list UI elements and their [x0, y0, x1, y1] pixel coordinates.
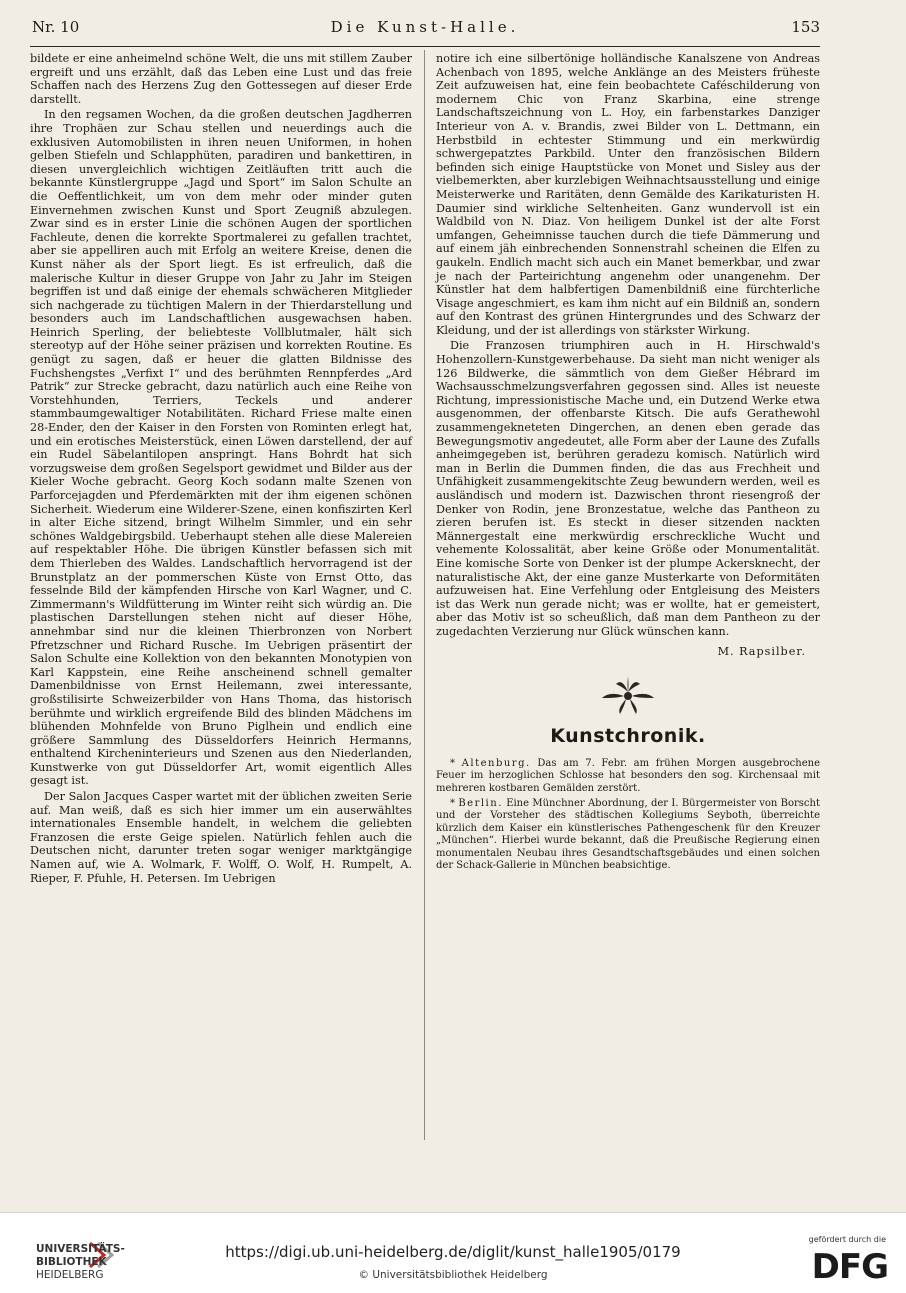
right-paragraph: notire ich eine silbertönige holländische Kanalszene von Andreas Achenbach von 1895, welche Anklänge an des Meisters früheste Zeit aufzuweisen hat, eine fein beobachtete Caféschilderung von modernem Chic von Franz Skarbina, eine strenge Landschaftszeichnung von L. Hoy, ein farbenstarkes Danziger Interieur von A. v. Brandis, zwei Bilder von L. Dettmann, ein Herbstbild in echtester Stimmung und ein merkwürdig schwergepatztes Parkbild. Unter den französischen Bildern befinden sich einige Hauptstücke von Monet und Sisley aus der vielbemerkten, aber kurzlebigen Weihnachtsausstellung und einige Meisterwerke und Raritäten, denn Gemälde des Karikaturisten H. Daumier sind wirkliche Seltenheiten. Ganz wundervoll ist ein Waldbild von N. Diaz. Von heiligem Dunkel ist der alte Forst umfangen, Geheimnisse tauchen durch die tiefe Dämmerung und auf einem jäh einbrechenden Sonnenstrahl scheinen die Elfen zu gaukeln. Endlich macht sich auch ein Manet bemerkbar, und zwar je nach der Parteirichtung angenehm oder unangenehm. Der Künstler hat dem halbfertigen Damenbildniß eine fürchterliche Visage angeschmiert, es kam ihm nicht auf ein Bildniß an, sondern auf den Kontrast des grünen Hintergrundes und des Schwarz der Kleidung, und der ist allerdings von stärkster Wirkung.: [436, 52, 820, 337]
left-column: [30, 52, 412, 887]
issue-number: Nr. 10: [32, 18, 80, 36]
section-heading: Kunstchronik.: [550, 725, 706, 748]
chronicle-text: Eine Münchner Abordnung, der I. Bürgermeister von Borscht und der Vorsteher des städtischen Kollegiums Seyboth, überreichte kürzlich dem Kaiser ein künstlerisches Pathengeschenk für den Kreuzer „München“. Hierbei wurde bekannt, daß die Preußische Regierung einen monumentalen Neubau ihres Gesandtschaftsgebäudes und einen solchen der Schack-Gallerie in München beabsichtige.: [436, 797, 820, 872]
chronicle-place: Altenburg.: [461, 757, 531, 769]
page-header: [30, 14, 820, 44]
author-signature: M. Rapsilber.: [717, 644, 806, 658]
left-paragraph: bildete er eine anheimelnd schöne Welt, die uns mit stillem Zauber ergreift und uns erzählt, daß das Leben eine Lust und das freie Schaffen nach des Herzens Zug den Gottessegen auf dieser Erde darstellt.: [30, 52, 412, 106]
university-line: BIBLIOTHEK: [36, 1256, 107, 1268]
page-number: 153: [791, 18, 820, 36]
chronicle-place: Berlin.: [458, 797, 503, 809]
copyright-notice: © Universitätsbibliothek Heidelberg: [358, 1269, 548, 1281]
funding-label: gefördert durch die: [808, 1235, 886, 1244]
journal-title: Die Kunst-Halle.: [330, 18, 520, 36]
dfg-logo[interactable]: DFG: [811, 1247, 888, 1287]
right-column: [436, 52, 820, 875]
left-paragraph: In den regsamen Wochen, da die großen deutschen Jagdherren ihre Trophäen zur Schau stellen und neuerdings auch die exklusiven Automobilisten in ihren neuen Uniformen, in hohen gelben Stiefeln und Schlapphüten, paradiren und bankettiren, in diesen unvergleichlich wichtigen Zeitläuften tritt auch die bekannte Künstlergruppe „Jagd und Sport“ im Salon Schulte an die Oeffentlichkeit, um von dem mehr oder minder guten Einvernehmen zwischen Kunst und Sport Zeugniß abzulegen. Zwar sind es in erster Linie die schönen Augen der sportlichen Fachleute, denen die korrekte Sportmalerei zu gefallen trachtet, aber sie appelliren auch mit Erfolg an weitere Kreise, denen die Kunst näher als der Sport liegt. Es ist erfreulich, daß die malerische Kultur in dieser Gruppe von Jahr zu Jahr im Steigen begriffen ist und daß einige der ehemals schwächeren Mitglieder sich nachgerade zu tüchtigen Malern in der Thierdarstellung und besonders auch im Landschaftlichen ausgewachsen haben. Heinrich Sperling, der beliebteste Vollblutmaler, hält sich stereotyp auf der Höhe seiner präzisen und korrekten Routine. Es genügt zu sagen, daß er heuer die glatten Bildnisse des Fuchshengstes „Verfixt I“ und des berühmten Rennpferdes „Ard Patrik“ zur Strecke gebracht, dazu natürlich auch eine Reihe von Vorstehhunden, Terriers, Teckels und anderer stammbaumgewaltiger Notabilitäten. Richard Friese malte einen 28-Ender, den der Kaiser in den Forsten von Rominten erlegt hat, und ein erotisches Meisterstück, einen Löwen darstellend, der auf ein Rudel Säbelantilopen anspringt. Hans Bohrdt hat sich vorzugsweise dem großen Segelsport gewidmet und Bilder aus der Kieler Woche gebracht. Georg Koch sodann malte Szenen von Parforcejagden und Pferdemärkten mit der ihm eigenen schönen Sicherheit. Wiederum eine Wilderer-Szene, einen konfiszirten Kerl in alter Eiche sitzend, bringt Wilhelm Simmler, und ein sehr schönes Waldgebirgsbild. Ueberhaupt stehen alle diese Malereien auf respektabler Höhe. Die übrigen Künstler befassen sich mit dem Thierleben des Waldes. Landschaftlich hervorragend ist der Brunstplatz an der pommerschen Küste von Ernst Otto, das fesselnde Bild der kämpfenden Hirsche von Karl Wagner, und C. Zimmermann's Wildfütterung im Winter reiht sich würdig an. Die plastischen Darstellungen stehen nicht auf dieser Höhe, annehmbar sind nur die kleinen Thierbronzen von Norbert Pfretzschner und Richard Rusche. Im Uebrigen präsentirt der Salon Schulte eine Kollektion von den bekannten Monotypien von Karl Kappstein, eine Reihe anscheinend schnell gemalter Damenbildnisse von Ernst Heilemann, zwei interessante, großstilisirte Schweizerbilder von Hans Thoma, das historisch berühmte und wirklich ergreifende Bild des blinden Mädchens im blühenden Mohnfelde von Bruno Piglhein und endlich eine größere Sammlung des Düsseldorfers Heinrich Hermanns, enthaltend Kircheninterieurs und Szenen aus den Niederlanden, Kunstwerke von gut Düsseldorfer Art, womit eigentlich Alles gesagt ist.: [30, 108, 412, 788]
permalink-url[interactable]: https://digi.ub.uni-heidelberg.de/diglit/kunst_halle1905/0179: [225, 1243, 681, 1261]
chronicle-entry: * Berlin. Eine Münchner Abordnung, der I. Bürgermeister von Borscht und der Vorsteher des städtischen Kollegiums Seyboth, überreichte kürzlich dem Kaiser ein künstlerisches Pathengeschenk für den Kreuzer „München“. Hierbei wurde bekannt, daß die Preußische Regierung einen monumentalen Neubau ihres Gesandtschaftsgebäudes und einen solchen der Schack-Gallerie in München beabsichtige.: [436, 797, 820, 872]
right-paragraph: Die Franzosen triumphiren auch in H. Hirschwald's Hohenzollern-Kunstgewerbehause. Da sieht man nicht weniger als 126 Bildwerke, die sämmtlich von dem Gießer Hébrard im Wachsausschmelzungsverfahren gegossen sind. Alles ist neueste Richtung, impressionistische Mache und, ein Dutzend Werke etwa ausgenommen, der offenbarste Kitsch. Die aufs Gerathewohl zusammengekneteten Dingerchen, an denen eben gerade das Bewegungsmotiv angedeutet, alle Form aber der Laune des Zufalls anheimgegeben ist, berühren geradezu komisch. Natürlich wird man in Berlin die Dummen finden, die das aus Frechheit und Unfähigkeit zusammengekitschte Zeug bewundern werden, weil es ausländisch und modern ist. Dazwischen thront riesengroß der Denker von Rodin, jene Bronzestatue, welche das Pantheon zu zieren berufen ist. Es steckt in dieser sitzenden nackten Männergestalt eine merkwürdig erschreckliche Wucht und vehemente Kolossalität, aber keine Größe oder Monumentalität. Eine komische Sorte von Denker ist der plumpe Ackersknecht, der naturalistische Akt, der eine ganze Musterkarte von Deformitäten aufzuweisen hat. Eine Verfehlung oder Entgleisung des Meisters ist das Werk nun gerade nicht; was er wollte, hat er gemeistert, aber das Motiv ist so scheußlich, daß man dem Pantheon zu der zugedachten Verzierung nur Glück wünschen kann.: [436, 339, 820, 638]
column-divider: [424, 50, 425, 1140]
floral-ornament-icon: [436, 676, 820, 716]
header-rule: [30, 46, 820, 47]
university-line: UNIVERSITÄTS-: [36, 1243, 125, 1255]
viewer-footer: [0, 1212, 906, 1293]
university-line: HEIDELBERG: [36, 1269, 104, 1281]
chronicle-entry: * Altenburg. Das am 7. Febr. am frühen Morgen ausgebrochene Feuer im herzoglichen Schlosse hat besonders den sog. Kirchensaal mit mehreren kostbaren Gemälden zerstört.: [436, 757, 820, 794]
chronicle-text: Das am 7. Febr. am frühen Morgen ausgebrochene Feuer im herzoglichen Schlosse hat besonders den sog. Kirchensaal mit mehreren kostbaren Gemälden zerstört.: [436, 757, 820, 794]
left-paragraph: Der Salon Jacques Casper wartet mit der üblichen zweiten Serie auf. Man weiß, daß es sich hier immer um ein auserwähltes internationales Ensemble handelt, in welchem die geliebten Franzosen die erste Geige spielen. Natürlich fehlen auch die Deutschen nicht, darunter treten sogar weniger marktgängige Namen auf, wie A. Wolmark, F. Wolff, O. Wolf, H. Rumpelt, A. Rieper, F. Pfuhle, H. Petersen. Im Uebrigen: [30, 790, 412, 885]
